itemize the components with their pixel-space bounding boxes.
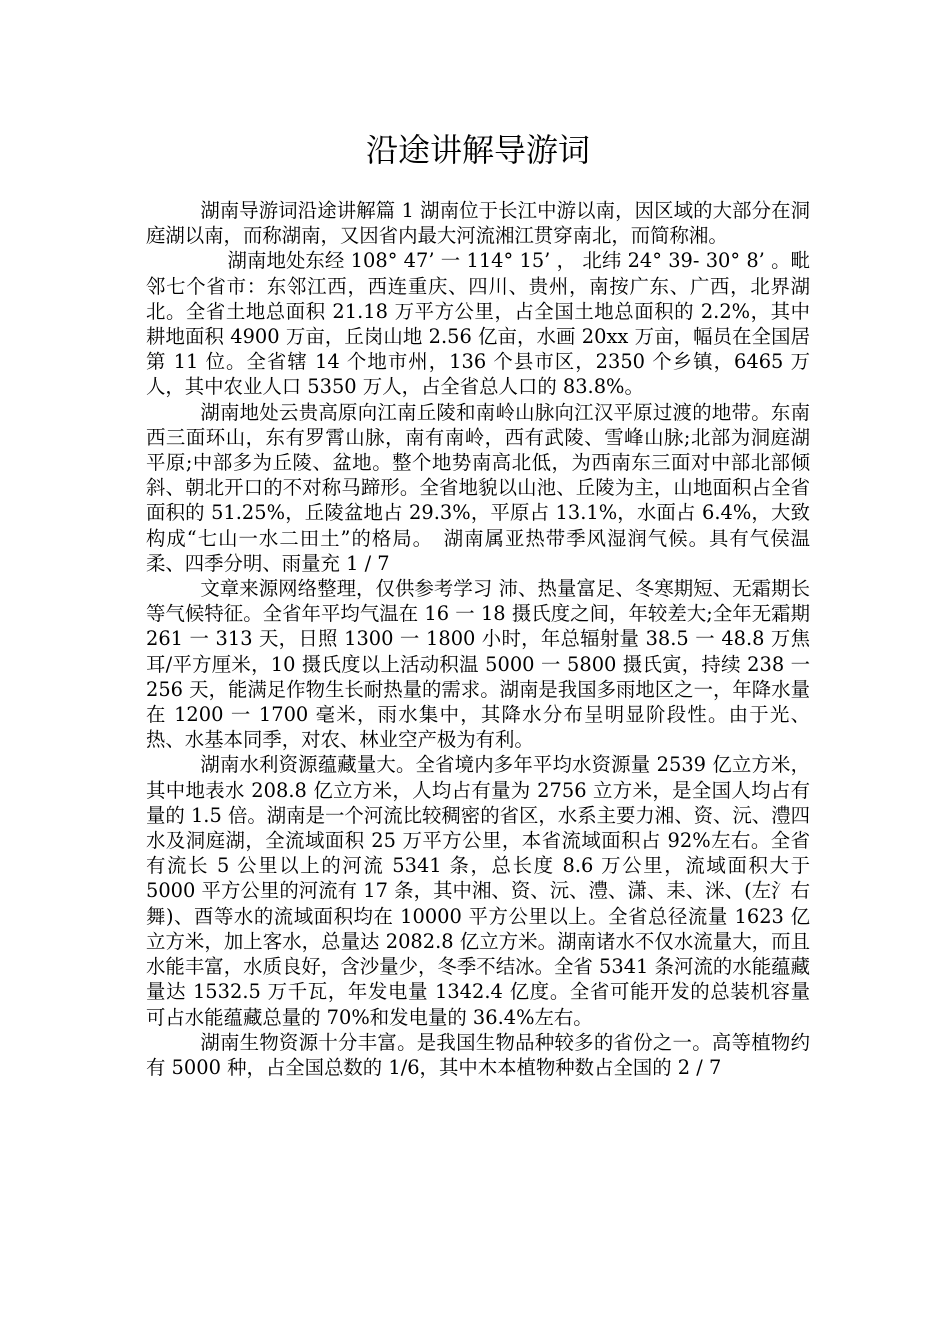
paragraph-4: 文章来源网络整理，仅供参考学习 沛、热量富足、冬寒期短、无霜期长等气候特征。全省年平均气温在 16 一 18 摄氏度之间，年较差大;全年无霜期 261 一 313 天，日照 1300 一 1800 小时，年总辐射量 38.5 一 48.8 万焦耳/平方厘米，10 摄氏度以上活动积温 5000 一 5800 摄氏寅，持续 238 一 256 天，能满足作物生长耐热量的需求。湖南是我国多雨地区之一，年降水量在 1200 一 1700 毫米，雨水集中，其降水分布呈明显阶段性。由于光、热、水基本同季，对农、林业空产极为有利。 (146, 577, 810, 752)
paragraph-2: 湖南地处东经 108° 47’ 一 114° 15’ ， 北纬 24° 39- 30° 8’ 。毗邻七个省市：东邻江西，西连重庆、四川、贵州，南按广东、广西，北界湖北。全省土地总面积 21.18 万平方公里，占全国土地总面积的 2.2%，其中耕地面积 4900 万亩，丘岗山地 2.56 亿亩，水画 20xx 万亩，幅员在全国居第 11 位。全省辖 14 个地市州，136 个县市区，2350 个乡镇，6465 万人，其中农业人口 5350 万人，占全省总人口的 83.8%。 (146, 249, 810, 399)
document-title: 沿途讲解导游词 (365, 131, 590, 169)
paragraph-3: 湖南地处云贵高原向江南丘陵和南岭山脉向江汉平原过渡的地带。东南西三面环山，东有罗霄山脉，南有南岭，西有武陵、雪峰山脉;北部为洞庭湖平原;中部多为丘陵、盆地。整个地势南高北低，为西南东三面对中部北部倾斜、朝北开口的不对称马蹄形。全省地貌以山池、丘陵为主，山地面积占全省面积的 51.25%，丘陵盆地占 29.3%，平原占 13.1%，水面占 6.4%，大致构成“七山一水二田土”的格局。 湖南属亚热带季风湿润气候。具有气侯温柔、四季分明、雨量充 1 / 7 (146, 400, 810, 575)
document-body (146, 198, 810, 1080)
paragraph-5: 湖南水利资源蕴藏量大。全省境内多年平均水资源量 2539 亿立方米，其中地表水 208.8 亿立方米，人均占有量为 2756 立方米，是全国人均占有量的 1.5 倍。湖南是一个河流比较稠密的省区，水系主要力湘、资、沅、澧四水及洞庭湖，全流域面积 25 万平方公里，本省流域面积占 92%左右。全省有流长 5 公里以上的河流 5341 条，总长度 8.6 万公里，流域面积大于 5000 平方公里的河流有 17 条，其中湘、资、沅、澧、潇、耒、洣、(左氵右舞)、酉等水的流域面积均在 10000 平方公里以上。全省总径流量 1623 亿立方米，加上客水，总量达 2082.8 亿立方米。湖南诸水不仅水流量大，而且水能丰富，水质良好，含沙量少，冬季不结冰。全省 5341 条河流的水能蕴藏量达 1532.5 万千瓦，年发电量 1342.4 亿度。全省可能开发的总装机容量可占水能蕴藏总量的 70%和发电量的 36.4%左右。 (146, 753, 810, 1029)
paragraph-6: 湖南生物资源十分丰富。是我国生物品种较多的省份之一。高等植物约有 5000 种，占全国总数的 1/6，其中木本植物种数占全国的 2 / 7 (146, 1030, 810, 1079)
paragraph-1: 湖南导游词沿途讲解篇 1 湖南位于长江中游以南，因区域的大部分在洞庭湖以南，而称湖南，又因省内最大河流湘江贯穿南北，而简称湘。 (146, 199, 810, 248)
